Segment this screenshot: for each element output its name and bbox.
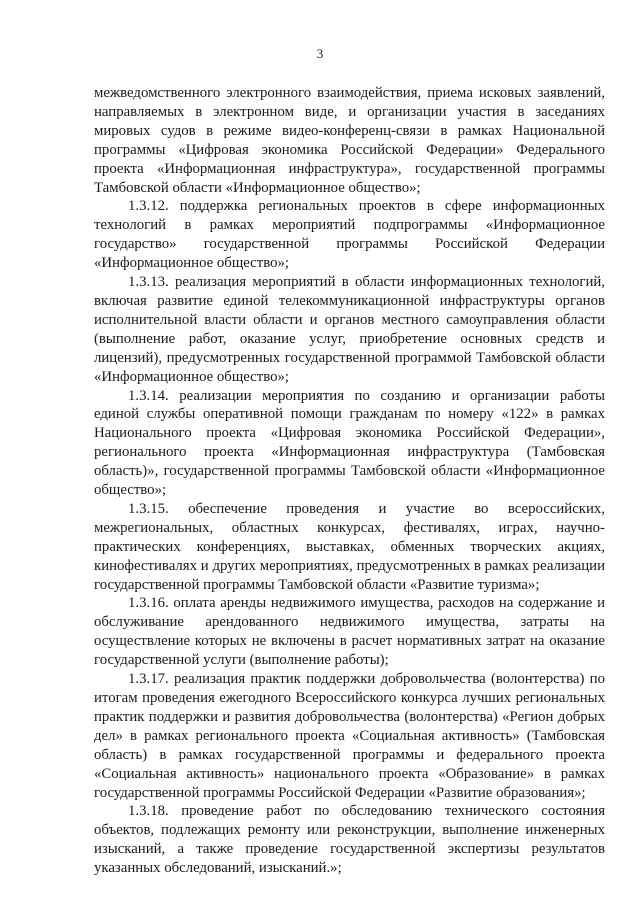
paragraph-item-1-3-17: 1.3.17. реализация практик поддержки добровольчества (волонтерства) по итогам проведения ежегодного Всероссийского конкурса лучших региональных практик поддержки и развития добровольчества (волонтерства) «Регион добрых дел» в рамках регионального проекта «Социальная активность» (Тамбовская область) в рамках государственной программы и федерального проекта «Социальная активность» национального проекта «Образование» в рамках государственной программы Российской Федерации «Развитие образования»; [94, 671, 605, 801]
page-number: 3 [316, 46, 324, 61]
paragraph-item-1-3-18: 1.3.18. проведение работ по обследованию технического состояния объектов, подлежащих ремонту или реконструкции, выполнение инженерных изысканий, а также проведение государственной экспертизы результатов указанных обследований, изысканий.»; [94, 803, 605, 877]
paragraph-item-1-3-12: 1.3.12. поддержка региональных проектов в сфере информационных технологий в рамках мероприятий подпрограммы «Информационное государство» государственной программы Российской Федерации «Информационное общество»; [94, 198, 605, 272]
paragraph-item-1-3-13: 1.3.13. реализация мероприятий в области информационных технологий, включая развитие единой телекоммуникационной инфраструктуры органов исполнительной власти области и органов местного самоуправления области (выполнение работ, оказание услуг, приобретение основных средств и лицензий), предусмотренных государственной программой Тамбовской области «Информационное общество»; [94, 274, 605, 385]
document-body [94, 84, 605, 878]
paragraph-continuation: межведомственного электронного взаимодействия, приема исковых заявлений, направляемых в электронном виде, и организации участия в заседаниях мировых судов в режиме видео-конференц-связи в рамках Национальной программы «Цифровая экономика Российской Федерации» Федерального проекта «Информационная инфраструктура», государственной программы Тамбовской области «Информационное общество»; [94, 85, 605, 196]
paragraph-item-1-3-16: 1.3.16. оплата аренды недвижимого имущества, расходов на содержание и обслуживание арендованного недвижимого имущества, затраты на осуществление которых не включены в расчет нормативных затрат на оказание государственной услуги (выполнение работы); [94, 595, 605, 669]
paragraph-item-1-3-14: 1.3.14. реализации мероприятия по созданию и организации работы единой службы оперативной помощи гражданам по номеру «122» в рамках Национального проекта «Цифровая экономика Российской Федерации», регионального проекта «Информационная инфраструктура (Тамбовская область)», государственной программы Тамбовской области «Информационное общество»; [94, 387, 605, 499]
paragraph-item-1-3-15: 1.3.15. обеспечение проведения и участие во всероссийских, межрегиональных, областных конкурсах, фестивалях, играх, научно-практических конференциях, выставках, обменных творческих акциях, кинофестивалях и других мероприятиях, предусмотренных в рамках реализации государственной программы Тамбовской области «Развитие туризма»; [94, 500, 605, 593]
